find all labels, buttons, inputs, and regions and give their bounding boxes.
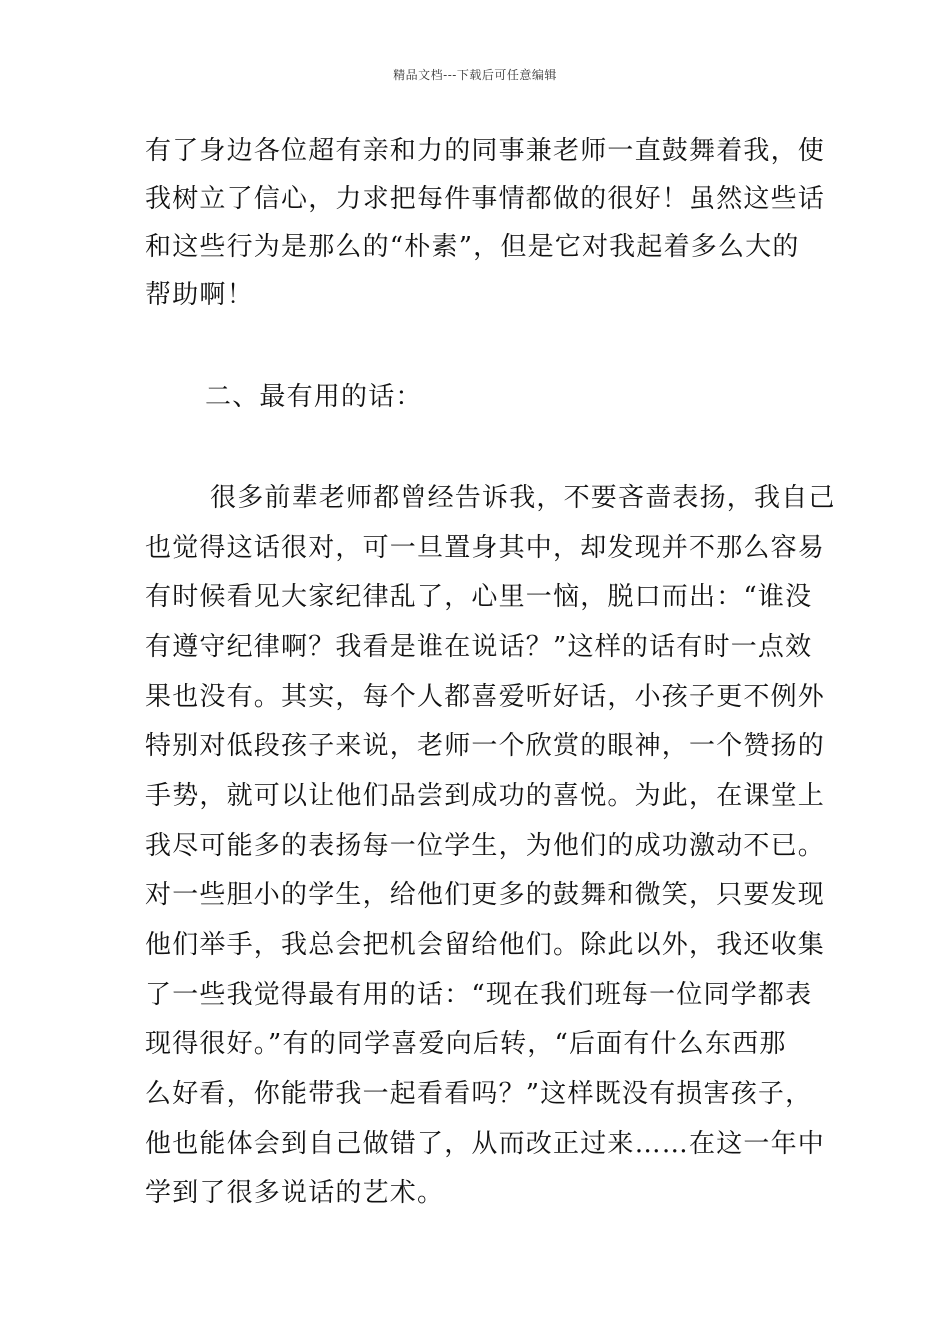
text-line: 现得很好。”有的同学喜爱向后转，“后面有什么东西那: [145, 1029, 787, 1059]
text-line: 和这些行为是那么的“朴素”，但是它对我起着多么大的: [145, 232, 800, 262]
text-line: 手势，就可以让他们品尝到成功的喜悦。为此，在课堂上: [145, 781, 826, 811]
text-line: 帮助啊！: [145, 280, 254, 310]
text-line: 对一些胆小的学生，给他们更多的鼓舞和微笑，只要发现: [145, 880, 826, 910]
text-line: 特别对低段孩子来说，老师一个欣赏的眼神，一个赞扬的: [145, 731, 826, 761]
text-line: 么好看，你能带我一起看看吗？”这样既没有损害孩子，: [145, 1079, 813, 1109]
text-line: 了一些我觉得最有用的话：“现在我们班每一位同学都表: [145, 980, 813, 1010]
text-line: 很多前辈老师都曾经告诉我，不要吝啬表扬，我自己: [210, 483, 836, 513]
text-line: 他们举手，我总会把机会留给他们。除此以外，我还收集: [145, 930, 826, 960]
text-line: 学到了很多说话的艺术。: [145, 1178, 445, 1208]
text-line: 他也能体会到自己做错了，从而改正过来……在这一年中: [145, 1129, 826, 1159]
text-line: 也觉得这话很对，可一旦置身其中，却发现并不那么容易: [145, 533, 826, 563]
text-line: 果也没有。其实，每个人都喜爱听好话，小孩子更不例外: [145, 682, 826, 712]
text-line: 我树立了信心，力求把每件事情都做的很好！虽然这些话: [145, 184, 826, 214]
text-line: 有了身边各位超有亲和力的同事兼老师一直鼓舞着我，使: [145, 136, 826, 166]
text-line: 有遵守纪律啊？我看是谁在说话？”这样的话有时一点效: [145, 632, 813, 662]
section-heading: 二、最有用的话：: [205, 382, 423, 412]
text-line: 我尽可能多的表扬每一位学生，为他们的成功激动不已。: [145, 831, 826, 861]
text-line: 有时候看见大家纪律乱了，心里一恼，脱口而出：“谁没: [145, 582, 813, 612]
page-header: 精品文档---下载后可任意编辑: [393, 68, 557, 82]
